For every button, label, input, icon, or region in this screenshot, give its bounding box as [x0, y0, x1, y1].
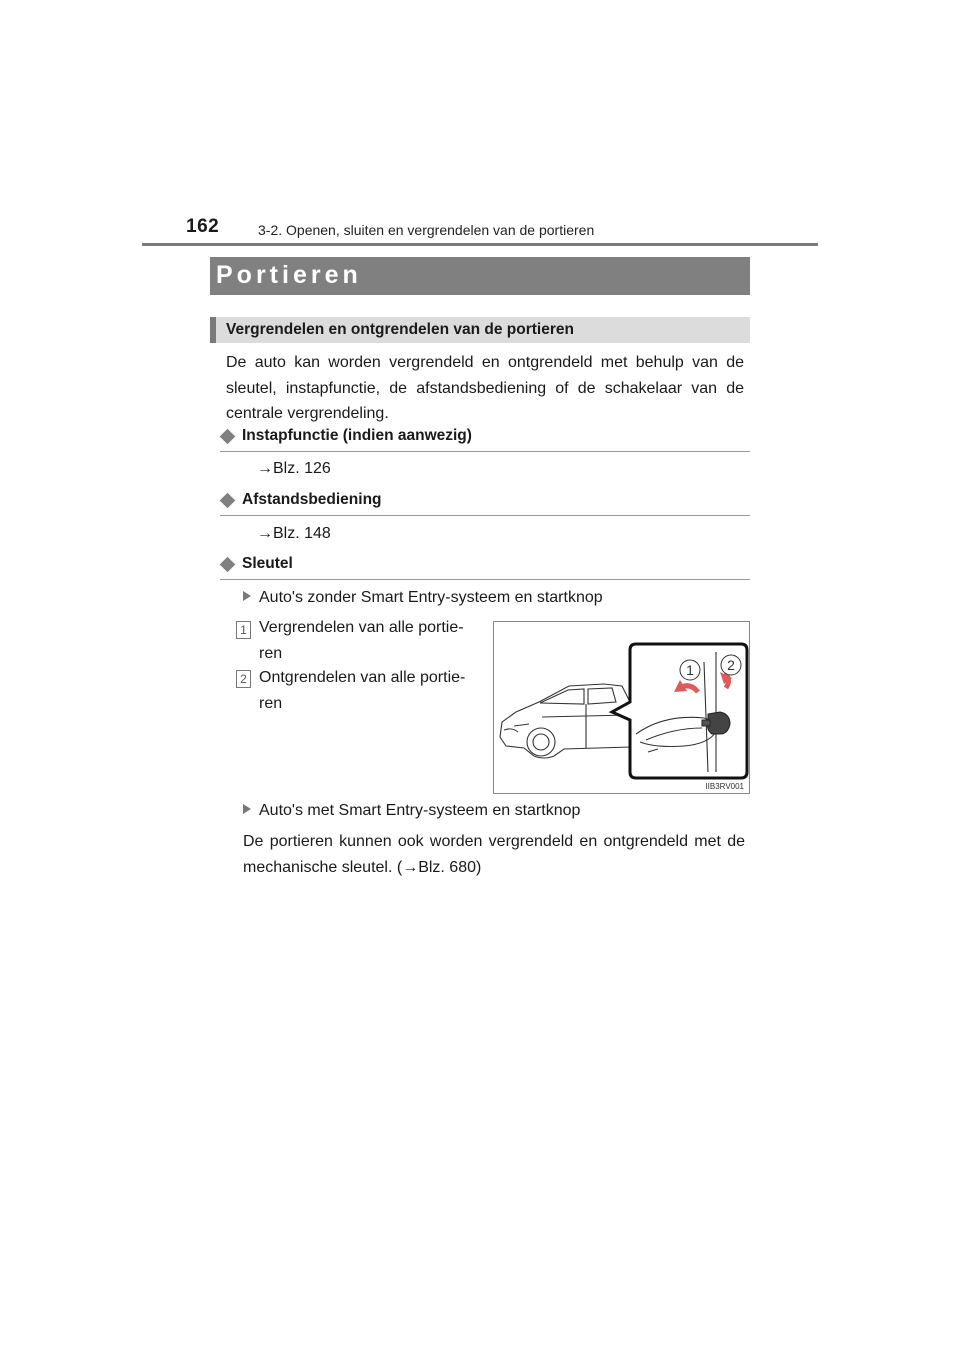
- figure-code: IIB3RV001: [705, 782, 744, 791]
- page-reference-link[interactable]: →Blz. 126: [257, 460, 331, 477]
- note-paragraph: De portieren kunnen ook worden vergrendeld en ontgrendeld met de mechanische sleutel. (→Blz. 680): [243, 833, 745, 876]
- bullet-item: [243, 589, 603, 607]
- key-lock-illustration: [493, 621, 750, 794]
- bullet-text: Auto's zonder Smart Entry-systeem en startknop: [259, 589, 603, 606]
- section-heading-sleutel: [220, 555, 750, 580]
- page-title: Portieren: [216, 261, 362, 289]
- section-heading-afstandsbediening: [220, 491, 750, 516]
- section-heading-label: Sleutel: [242, 555, 293, 572]
- section-heading-label: Afstandsbediening: [242, 491, 382, 508]
- page-reference-link[interactable]: →Blz. 148: [257, 525, 331, 542]
- numbered-item-text: Vergrendelen van alle portie-ren: [259, 619, 464, 662]
- intro-paragraph: De auto kan worden vergrendeld en ontgrendeld met behulp van de sleutel, instapfunctie, de afstandsbediening of de schakelaar van de centrale vergrendeling.: [226, 354, 744, 422]
- diamond-icon: [220, 429, 236, 445]
- title-bar: [210, 257, 750, 295]
- subtitle: Vergrendelen en ontgrendelen van de portieren: [226, 321, 574, 338]
- running-header: 3-2. Openen, sluiten en vergrendelen van de portieren: [258, 222, 595, 238]
- page-number: 162: [186, 216, 220, 237]
- bullet-item: [243, 802, 580, 820]
- triangle-bullet-icon: [243, 591, 251, 601]
- bullet-text: Auto's met Smart Entry-systeem en startknop: [259, 802, 581, 819]
- callout-number: 2: [727, 657, 735, 673]
- section-heading-instapfunctie: [220, 427, 750, 452]
- car-door-key-drawing: [494, 622, 749, 793]
- numbered-item-text: Ontgrendelen van alle portie-ren: [259, 669, 466, 712]
- subtitle-bar: [210, 317, 750, 343]
- number-badge: 1: [236, 621, 251, 639]
- header-rule: [142, 243, 818, 246]
- number-badge: 2: [236, 670, 251, 688]
- triangle-bullet-icon: [243, 804, 251, 814]
- diamond-icon: [220, 557, 236, 573]
- callout-number: 1: [686, 662, 694, 678]
- diamond-icon: [220, 493, 236, 509]
- section-heading-label: Instapfunctie (indien aanwezig): [242, 427, 472, 444]
